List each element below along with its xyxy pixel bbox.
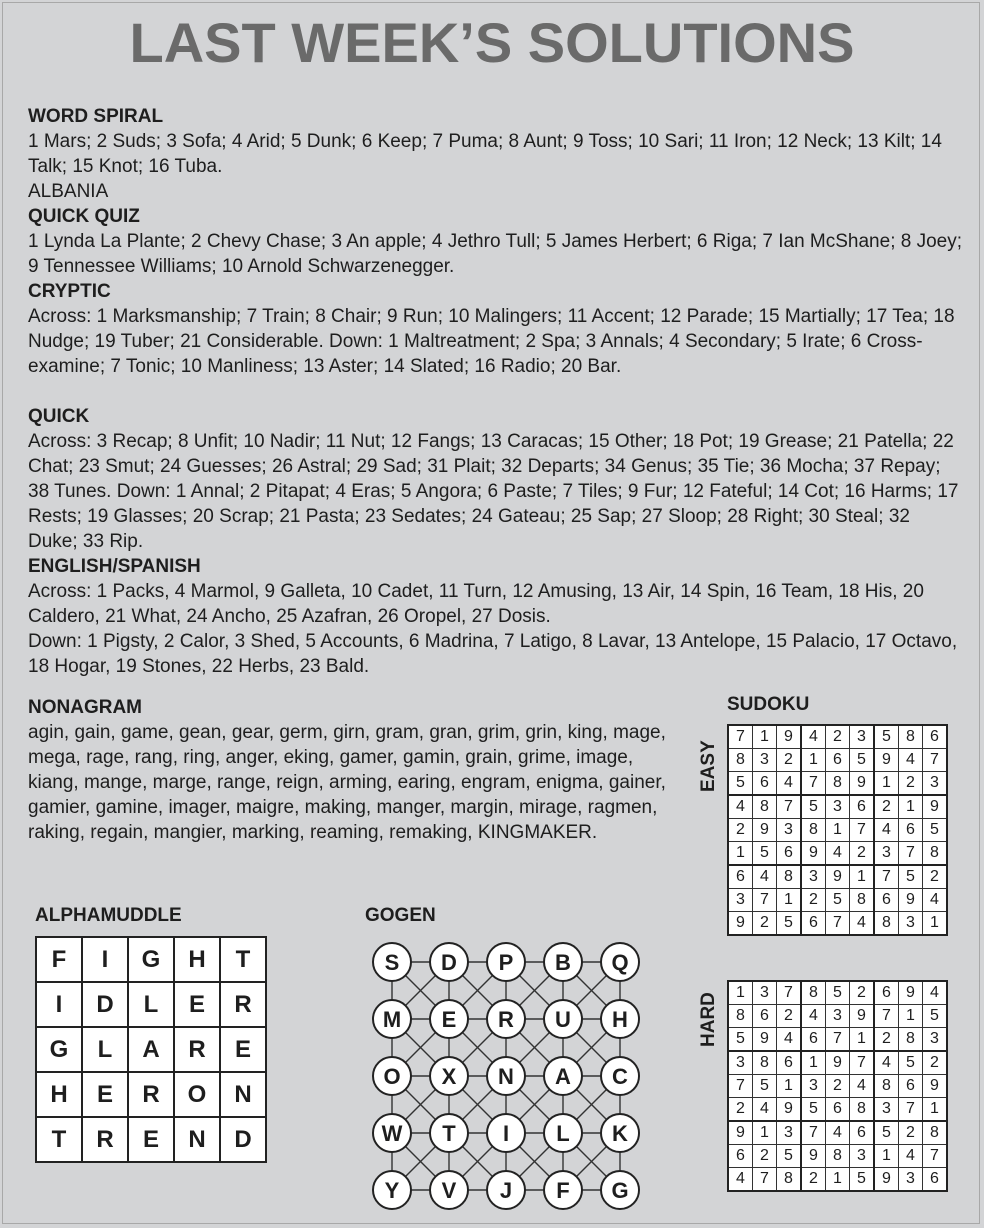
word-spiral-answers: 1 Mars; 2 Suds; 3 Sofa; 4 Arid; 5 Dunk; 6 Keep; 7 Puma; 8 Aunt; 9 Toss; 10 Sari; 11 Iron; 12 Neck; 13 Kilt; 14 Talk; 15 Knot; 16 Tuba. (28, 131, 942, 177)
english-spanish-down: Down: 1 Pigsty, 2 Calor, 3 Shed, 5 Accounts, 6 Madrina, 7 Latigo, 8 Lavar, 13 Antelope, 15 Palacio, 17 Octavo, 18 Hogar, 19 Stones, 22 Herbs, 23 Bald. (28, 631, 958, 677)
alphamuddle-row (36, 1117, 266, 1162)
alphamuddle-cell: F (36, 937, 82, 982)
sudoku-easy-cell: 3 (826, 795, 850, 819)
sudoku-hard-cell: 7 (826, 1028, 850, 1052)
sudoku-easy-cell: 8 (728, 749, 753, 772)
gogen-letter: D (441, 950, 457, 975)
sudoku-hard-row (728, 1075, 947, 1098)
sudoku-easy-cell: 4 (753, 865, 777, 889)
sudoku-easy-row (728, 772, 947, 796)
sudoku-hard-cell: 8 (923, 1121, 948, 1145)
sudoku-easy-cell: 1 (777, 889, 802, 912)
sudoku-hard-cell: 4 (753, 1098, 777, 1122)
sudoku-easy-cell: 9 (826, 865, 850, 889)
sudoku-hard-cell: 2 (899, 1121, 923, 1145)
alphamuddle-cell: R (82, 1117, 128, 1162)
alphamuddle-cell: L (128, 982, 174, 1027)
sudoku-easy-cell: 2 (923, 865, 948, 889)
alphamuddle-cell: D (82, 982, 128, 1027)
word-spiral-bonus: ALBANIA (28, 181, 109, 202)
sudoku-hard-cell: 7 (850, 1051, 875, 1075)
alphamuddle-cell: D (220, 1117, 266, 1162)
sudoku-hard-cell: 5 (899, 1051, 923, 1075)
sudoku-easy-cell: 5 (899, 865, 923, 889)
gogen-letter: L (556, 1121, 570, 1146)
sudoku-heading: SUDOKU (727, 694, 810, 715)
sudoku-easy-cell: 7 (874, 865, 899, 889)
sudoku-easy-cell: 5 (923, 819, 948, 842)
alphamuddle-grid (35, 936, 267, 1163)
sudoku-easy-cell: 1 (801, 749, 826, 772)
sudoku-easy-cell: 9 (923, 795, 948, 819)
sudoku-easy-row (728, 865, 947, 889)
gogen-letter: Q (611, 950, 629, 975)
sudoku-hard-cell: 5 (777, 1145, 802, 1168)
sudoku-easy-cell: 3 (899, 912, 923, 936)
sudoku-easy-cell: 4 (899, 749, 923, 772)
sudoku-easy-cell: 7 (777, 795, 802, 819)
sudoku-hard-cell: 9 (899, 981, 923, 1005)
sudoku-easy-cell: 7 (753, 889, 777, 912)
sudoku-easy-cell: 5 (850, 749, 875, 772)
alphamuddle-cell: R (174, 1027, 220, 1072)
sudoku-hard-row (728, 1145, 947, 1168)
sudoku-hard-cell: 5 (753, 1075, 777, 1098)
sudoku-hard-cell: 3 (728, 1051, 753, 1075)
sudoku-hard-cell: 4 (923, 981, 948, 1005)
alphamuddle-cell: N (220, 1072, 266, 1117)
sudoku-hard-cell: 6 (899, 1075, 923, 1098)
sudoku-hard-cell: 5 (728, 1028, 753, 1052)
sudoku-hard-cell: 6 (728, 1145, 753, 1168)
nonagram-heading: NONAGRAM (28, 697, 142, 718)
sudoku-hard-cell: 7 (777, 981, 802, 1005)
sudoku-hard-cell: 4 (777, 1028, 802, 1052)
sudoku-hard-cell: 1 (874, 1145, 899, 1168)
sudoku-easy-row (728, 819, 947, 842)
sudoku-easy-cell: 2 (728, 819, 753, 842)
sudoku-easy-cell: 4 (826, 842, 850, 866)
sudoku-easy-cell: 9 (801, 842, 826, 866)
sudoku-hard-cell: 1 (899, 1005, 923, 1028)
sudoku-easy-cell: 1 (753, 725, 777, 749)
sudoku-easy-cell: 7 (801, 772, 826, 796)
sudoku-easy-row (728, 842, 947, 866)
alphamuddle-cell: H (174, 937, 220, 982)
sudoku-easy-cell: 6 (850, 795, 875, 819)
alphamuddle-cell: G (36, 1027, 82, 1072)
sudoku-hard-cell: 7 (874, 1005, 899, 1028)
sudoku-easy-cell: 9 (777, 725, 802, 749)
sudoku-easy-cell: 3 (728, 889, 753, 912)
english-spanish-across: Across: 1 Packs, 4 Marmol, 9 Galleta, 10 Cadet, 11 Turn, 12 Amusing, 13 Air, 14 Spin, 16 Team, 18 His, 20 Caldero, 21 What, 24 Ancho, 25 Azafran, 26 Oropel, 27 Dosis. (28, 581, 924, 627)
sudoku-easy-cell: 9 (728, 912, 753, 936)
sudoku-easy-cell: 9 (850, 772, 875, 796)
gogen-letter: A (555, 1064, 571, 1089)
sudoku-hard-label: HARD (698, 992, 719, 1047)
gogen-letter: H (612, 1007, 628, 1032)
sudoku-easy-cell: 7 (850, 819, 875, 842)
gogen-letter: J (499, 1178, 513, 1203)
sudoku-easy-row (728, 912, 947, 936)
gogen-letter: G (611, 1178, 629, 1203)
sudoku-easy-cell: 9 (899, 889, 923, 912)
sudoku-easy-cell: 3 (874, 842, 899, 866)
gogen-letter: P (498, 950, 514, 975)
sudoku-easy-cell: 2 (826, 725, 850, 749)
sudoku-easy-cell: 5 (753, 842, 777, 866)
sudoku-easy-grid (727, 724, 948, 936)
gogen-letter: M (382, 1007, 402, 1032)
gogen-letter: X (441, 1064, 457, 1089)
sudoku-easy-row (728, 749, 947, 772)
sudoku-hard-cell: 6 (777, 1051, 802, 1075)
alphamuddle-heading: ALPHAMUDDLE (35, 905, 182, 926)
sudoku-easy-cell: 1 (728, 842, 753, 866)
sudoku-easy-cell: 7 (899, 842, 923, 866)
sudoku-easy-cell: 3 (777, 819, 802, 842)
sudoku-easy-cell: 2 (899, 772, 923, 796)
alphamuddle-cell: I (82, 937, 128, 982)
sudoku-hard-cell: 9 (753, 1028, 777, 1052)
alphamuddle-cell: E (174, 982, 220, 1027)
sudoku-easy-cell: 5 (801, 795, 826, 819)
gogen-letter: N (498, 1064, 514, 1089)
sudoku-easy-cell: 2 (874, 795, 899, 819)
sudoku-easy-cell: 8 (753, 795, 777, 819)
sudoku-easy-cell: 6 (923, 725, 948, 749)
sudoku-hard-cell: 9 (874, 1168, 899, 1192)
sudoku-hard-row (728, 1098, 947, 1122)
sudoku-hard-cell: 7 (728, 1075, 753, 1098)
sudoku-hard-cell: 3 (826, 1005, 850, 1028)
sudoku-hard-row (728, 1028, 947, 1052)
alphamuddle-row (36, 1072, 266, 1117)
gogen-letter: B (555, 950, 571, 975)
sudoku-hard-row (728, 1051, 947, 1075)
quick-quiz-section (28, 204, 963, 279)
gogen-heading: GOGEN (365, 905, 436, 926)
alphamuddle-row (36, 982, 266, 1027)
sudoku-easy-cell: 3 (801, 865, 826, 889)
sudoku-easy-cell: 3 (850, 725, 875, 749)
sudoku-hard-cell: 3 (899, 1168, 923, 1192)
sudoku-easy-cell: 4 (850, 912, 875, 936)
sudoku-hard-cell: 7 (753, 1168, 777, 1192)
sudoku-hard-cell: 4 (874, 1051, 899, 1075)
sudoku-hard-cell: 7 (801, 1121, 826, 1145)
sudoku-easy-cell: 1 (874, 772, 899, 796)
sudoku-hard-cell: 4 (801, 1005, 826, 1028)
alphamuddle-cell: E (128, 1117, 174, 1162)
gogen-letter: U (555, 1007, 571, 1032)
sudoku-hard-cell: 5 (826, 981, 850, 1005)
sudoku-easy-row (728, 725, 947, 749)
alphamuddle-cell: E (220, 1027, 266, 1072)
sudoku-hard-cell: 6 (923, 1168, 948, 1192)
gogen-letter: Y (384, 1178, 400, 1203)
quick-quiz-answers: 1 Lynda La Plante; 2 Chevy Chase; 3 An apple; 4 Jethro Tull; 5 James Herbert; 6 Riga; 7 Ian McShane; 8 Joey; 9 Tennessee Williams; 10 Arnold Schwarzenegger. (28, 231, 963, 277)
sudoku-easy-cell: 8 (923, 842, 948, 866)
sudoku-hard-grid (727, 980, 948, 1192)
sudoku-hard-cell: 5 (801, 1098, 826, 1122)
sudoku-hard-row (728, 1168, 947, 1192)
sudoku-easy-cell: 7 (728, 725, 753, 749)
word-spiral-heading: WORD SPIRAL (28, 106, 164, 127)
gogen-letter: K (612, 1121, 628, 1146)
alphamuddle-cell: T (36, 1117, 82, 1162)
page-title: LAST WEEK’S SOLUTIONS (129, 11, 855, 74)
sudoku-easy-cell: 8 (826, 772, 850, 796)
sudoku-easy-row (728, 889, 947, 912)
sudoku-easy-cell: 1 (826, 819, 850, 842)
alphamuddle-cell: R (220, 982, 266, 1027)
sudoku-hard-cell: 3 (801, 1075, 826, 1098)
cryptic-answers: Across: 1 Marksmanship; 7 Train; 8 Chair; 9 Run; 10 Malingers; 11 Accent; 12 Parade; 15 Martially; 17 Tea; 18 Nudge; 19 Tuber; 21 Considerable. Down: 1 Maltreatment; 2 Spa; 3 Annals; 4 Secondary; 5 Irate; 6 Cross-examine; 7 Tonic; 10 Manliness; 13 Aster; 14 Slated; 16 Radio; 20 Bar. (28, 306, 955, 377)
sudoku-easy-cell: 2 (753, 912, 777, 936)
gogen-letter: C (612, 1064, 628, 1089)
sudoku-hard-cell: 8 (850, 1098, 875, 1122)
alphamuddle-cell: E (82, 1072, 128, 1117)
sudoku-hard-row (728, 1121, 947, 1145)
sudoku-easy-cell: 4 (923, 889, 948, 912)
gogen-letter: I (502, 1121, 510, 1146)
gogen-letter: V (441, 1178, 457, 1203)
sudoku-hard-cell: 1 (801, 1051, 826, 1075)
sudoku-hard-cell: 5 (874, 1121, 899, 1145)
sudoku-easy-cell: 8 (777, 865, 802, 889)
sudoku-easy-cell: 8 (874, 912, 899, 936)
alphamuddle-cell: L (82, 1027, 128, 1072)
sudoku-hard-cell: 6 (874, 981, 899, 1005)
gogen-letter: S (384, 950, 400, 975)
cryptic-section (28, 279, 963, 379)
alphamuddle-cell: H (36, 1072, 82, 1117)
sudoku-hard-cell: 6 (801, 1028, 826, 1052)
sudoku-hard-cell: 2 (728, 1098, 753, 1122)
sudoku-easy-cell: 1 (850, 865, 875, 889)
sudoku-hard-cell: 9 (850, 1005, 875, 1028)
sudoku-easy-cell: 4 (801, 725, 826, 749)
sudoku-easy-cell: 2 (777, 749, 802, 772)
sudoku-hard-cell: 2 (923, 1051, 948, 1075)
sudoku-hard-cell: 1 (753, 1121, 777, 1145)
sudoku-easy-cell: 6 (826, 749, 850, 772)
sudoku-hard-cell: 2 (826, 1075, 850, 1098)
sudoku-hard-cell: 4 (728, 1168, 753, 1192)
gogen-letter: T (442, 1121, 456, 1146)
sudoku-hard-cell: 5 (850, 1168, 875, 1192)
word-spiral-section (28, 104, 963, 204)
gogen-letter: F (556, 1178, 570, 1203)
sudoku-easy-cell: 8 (850, 889, 875, 912)
sudoku-hard-cell: 1 (728, 981, 753, 1005)
gogen-letter: W (381, 1121, 403, 1146)
sudoku-easy-cell: 5 (874, 725, 899, 749)
sudoku-easy-cell: 8 (801, 819, 826, 842)
sudoku-easy-cell: 6 (874, 889, 899, 912)
sudoku-hard-cell: 3 (923, 1028, 948, 1052)
sudoku-easy-cell: 3 (753, 749, 777, 772)
alphamuddle-cell: N (174, 1117, 220, 1162)
cryptic-heading: CRYPTIC (28, 281, 111, 302)
sudoku-easy-cell: 5 (826, 889, 850, 912)
sudoku-hard-row (728, 1005, 947, 1028)
sudoku-easy-cell: 7 (923, 749, 948, 772)
nonagram-words: agin, gain, game, gean, gear, germ, girn, gram, gran, grim, grin, king, mage, mega, rage, rang, ring, anger, eking, gamer, gamin, grain, grime, image, kiang, mange, marge, range, reign, arming, earing, engram, enigma, gainer, gamier, gamine, imager, maigre, making, manger, margin, mirage, ragmen, raking, regain, mangier, marking, reaming, remaking, KINGMAKER. (28, 722, 666, 843)
sudoku-hard-cell: 8 (874, 1075, 899, 1098)
sudoku-hard-cell: 2 (801, 1168, 826, 1192)
sudoku-hard-cell: 8 (826, 1145, 850, 1168)
sudoku-easy-cell: 5 (777, 912, 802, 936)
sudoku-easy-cell: 6 (728, 865, 753, 889)
sudoku-hard-cell: 4 (899, 1145, 923, 1168)
sudoku-easy-cell: 7 (826, 912, 850, 936)
sudoku-hard-cell: 5 (923, 1005, 948, 1028)
sudoku-easy-cell: 1 (899, 795, 923, 819)
sudoku-easy-cell: 9 (753, 819, 777, 842)
quick-quiz-heading: QUICK QUIZ (28, 206, 140, 227)
sudoku-easy-cell: 8 (899, 725, 923, 749)
sudoku-hard-cell: 9 (777, 1098, 802, 1122)
sudoku-easy-cell: 5 (728, 772, 753, 796)
sudoku-easy-cell: 9 (874, 749, 899, 772)
gogen-letter: R (498, 1007, 514, 1032)
sudoku-easy-cell: 6 (899, 819, 923, 842)
gogen-grid (360, 930, 650, 1220)
sudoku-easy-cell: 2 (801, 889, 826, 912)
gogen-letter: O (383, 1064, 401, 1089)
english-spanish-heading: ENGLISH/SPANISH (28, 556, 201, 577)
sudoku-hard-cell: 2 (850, 981, 875, 1005)
sudoku-hard-cell: 3 (850, 1145, 875, 1168)
sudoku-hard-cell: 8 (728, 1005, 753, 1028)
sudoku-hard-cell: 3 (777, 1121, 802, 1145)
sudoku-hard-cell: 9 (728, 1121, 753, 1145)
gogen-letter: E (441, 1007, 457, 1032)
sudoku-hard-cell: 1 (777, 1075, 802, 1098)
sudoku-hard-cell: 2 (777, 1005, 802, 1028)
sudoku-hard-cell: 9 (801, 1145, 826, 1168)
alphamuddle-row (36, 937, 266, 982)
sudoku-easy-cell: 1 (923, 912, 948, 936)
sudoku-hard-row (728, 981, 947, 1005)
sudoku-easy-cell: 3 (923, 772, 948, 796)
sudoku-hard-cell: 4 (850, 1075, 875, 1098)
sudoku-hard-cell: 2 (753, 1145, 777, 1168)
alphamuddle-cell: I (36, 982, 82, 1027)
alphamuddle-row (36, 1027, 266, 1072)
sudoku-easy-cell: 4 (728, 795, 753, 819)
sudoku-hard-cell: 1 (826, 1168, 850, 1192)
quick-answers: Across: 3 Recap; 8 Unfit; 10 Nadir; 11 Nut; 12 Fangs; 13 Caracas; 15 Other; 18 Pot; 19 Grease; 21 Patella; 22 Chat; 23 Smut; 24 Guesses; 26 Astral; 29 Sad; 31 Plait; 32 Departs; 34 Genus; 35 Tie; 36 Mocha; 37 Repay; 38 Tunes. Down: 1 Annal; 2 Pitapat; 4 Eras; 5 Angora; 6 Paste; 7 Tiles; 9 Fur; 12 Fateful; 14 Cot; 16 Harms; 17 Rests; 19 Glasses; 20 Scrap; 21 Pasta; 23 Sedates; 24 Gateau; 25 Sap; 27 Sloop; 28 Right; 30 Steal; 32 Duke; 33 Rip. (28, 431, 959, 552)
sudoku-hard-cell: 1 (923, 1098, 948, 1122)
sudoku-hard-cell: 6 (753, 1005, 777, 1028)
sudoku-hard-cell: 8 (801, 981, 826, 1005)
quick-heading: QUICK (28, 406, 90, 427)
sudoku-easy-cell: 4 (777, 772, 802, 796)
alphamuddle-cell: R (128, 1072, 174, 1117)
alphamuddle-cell: G (128, 937, 174, 982)
sudoku-hard-cell: 9 (826, 1051, 850, 1075)
alphamuddle-cell: A (128, 1027, 174, 1072)
sudoku-hard-cell: 2 (874, 1028, 899, 1052)
sudoku-easy-label: EASY (698, 740, 719, 792)
sudoku-easy-row (728, 795, 947, 819)
alphamuddle-cell: T (220, 937, 266, 982)
sudoku-hard-cell: 1 (850, 1028, 875, 1052)
sudoku-hard-cell: 4 (826, 1121, 850, 1145)
sudoku-easy-cell: 6 (777, 842, 802, 866)
sudoku-hard-cell: 6 (826, 1098, 850, 1122)
sudoku-hard-cell: 8 (777, 1168, 802, 1192)
sudoku-hard-cell: 6 (850, 1121, 875, 1145)
alphamuddle-cell: O (174, 1072, 220, 1117)
sudoku-hard-cell: 7 (923, 1145, 948, 1168)
sudoku-easy-cell: 6 (801, 912, 826, 936)
sudoku-easy-cell: 2 (850, 842, 875, 866)
sudoku-hard-cell: 8 (899, 1028, 923, 1052)
sudoku-hard-cell: 3 (874, 1098, 899, 1122)
quick-section (28, 404, 963, 554)
sudoku-easy-cell: 4 (874, 819, 899, 842)
sudoku-easy-cell: 6 (753, 772, 777, 796)
sudoku-hard-cell: 3 (753, 981, 777, 1005)
english-spanish-section (28, 554, 963, 679)
sudoku-hard-cell: 7 (899, 1098, 923, 1122)
sudoku-hard-cell: 9 (923, 1075, 948, 1098)
sudoku-hard-cell: 8 (753, 1051, 777, 1075)
